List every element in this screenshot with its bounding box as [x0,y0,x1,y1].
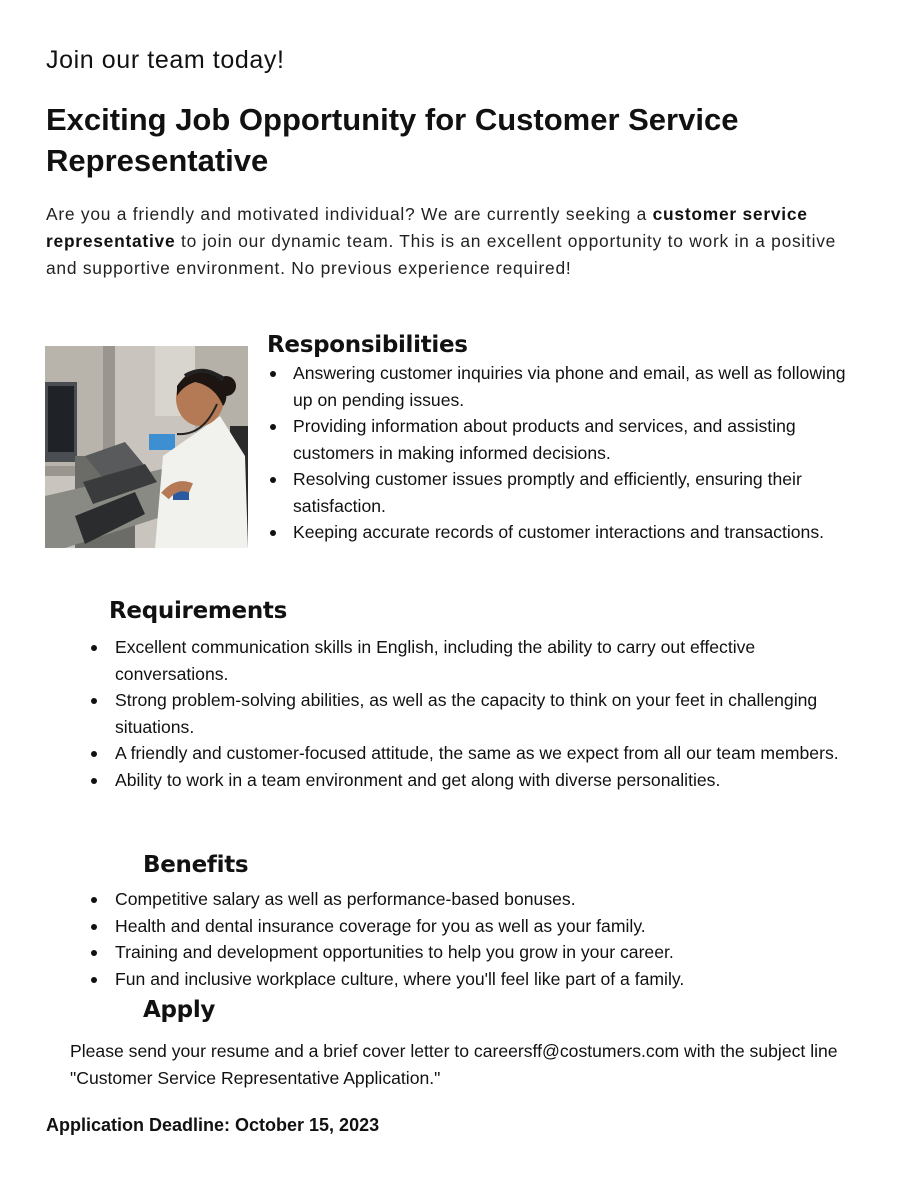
bullet-icon [91,645,97,651]
bullet-icon [91,977,97,983]
list-item [267,466,852,519]
list-item [89,886,869,913]
list-item [89,687,869,740]
list-item-text: Providing information about products and services, and assisting customers in making informed decisions. [293,416,796,463]
list-item-text: Answering customer inquiries via phone and email, as well as following up on pending issues. [293,363,846,410]
bullet-icon [91,778,97,784]
intro-text-start: Are you a friendly and motivated individual? We are currently seeking a [46,204,653,224]
bullet-icon [91,897,97,903]
page-title: Exciting Job Opportunity for Customer Service Representative [46,102,739,178]
agent-photo [45,346,248,548]
benefits-heading: Benefits [143,852,249,878]
apply-instructions: Please send your resume and a brief cover letter to careersff@costumers.com with the subject line "Customer Service Representative Application." [70,1041,838,1088]
list-item-text: Resolving customer issues promptly and efficiently, ensuring their satisfaction. [293,469,802,516]
list-item [267,360,852,413]
responsibilities-list [267,360,852,546]
bullet-icon [91,751,97,757]
list-item-text: A friendly and customer-focused attitude, the same as we expect from all our team members. [115,743,839,763]
list-item [89,913,869,940]
requirements-list [89,634,869,793]
list-item-text: Health and dental insurance coverage for you as well as your family. [115,915,646,936]
list-item-text: Ability to work in a team environment and get along with diverse personalities. [115,769,721,790]
bullet-icon [270,530,276,536]
bullet-icon [270,424,276,430]
list-item-text: Competitive salary as well as performance-based bonuses. [115,889,576,909]
list-item [89,634,869,687]
list-item [89,767,869,794]
intro-text-end: to join our dynamic team. This is an excellent opportunity to work in a positive and supportive environment. No previous experience required! [46,231,837,278]
benefits-list [89,886,869,992]
list-item-text: Excellent communication skills in English, including the ability to carry out effective conversations. [115,637,756,684]
list-item-text: Strong problem-solving abilities, as well as the capacity to think on your feet in challenging situations. [115,690,818,737]
list-item [89,966,869,993]
list-item-text: Training and development opportunities to help you grow in your career. [115,942,674,962]
requirements-heading: Requirements [109,598,287,624]
list-item [267,413,852,466]
list-item [89,939,869,966]
list-item-text: Keeping accurate records of customer interactions and transactions. [293,522,825,542]
apply-heading: Apply [143,997,216,1023]
responsibilities-heading: Responsibilities [267,332,468,358]
list-item [267,519,852,546]
list-item-text: Fun and inclusive workplace culture, where you'll feel like part of a family. [115,968,685,989]
bullet-icon [270,371,276,377]
bullet-icon [91,698,97,704]
bullet-icon [91,924,97,930]
intro-bold-role: customer service representative [46,204,808,251]
application-deadline: Application Deadline: October 15, 2023 [46,1115,380,1135]
tagline: Join our team today! [46,46,285,74]
intro-paragraph [46,201,868,282]
bullet-icon [270,477,276,483]
bullet-icon [91,950,97,956]
list-item [89,740,869,767]
